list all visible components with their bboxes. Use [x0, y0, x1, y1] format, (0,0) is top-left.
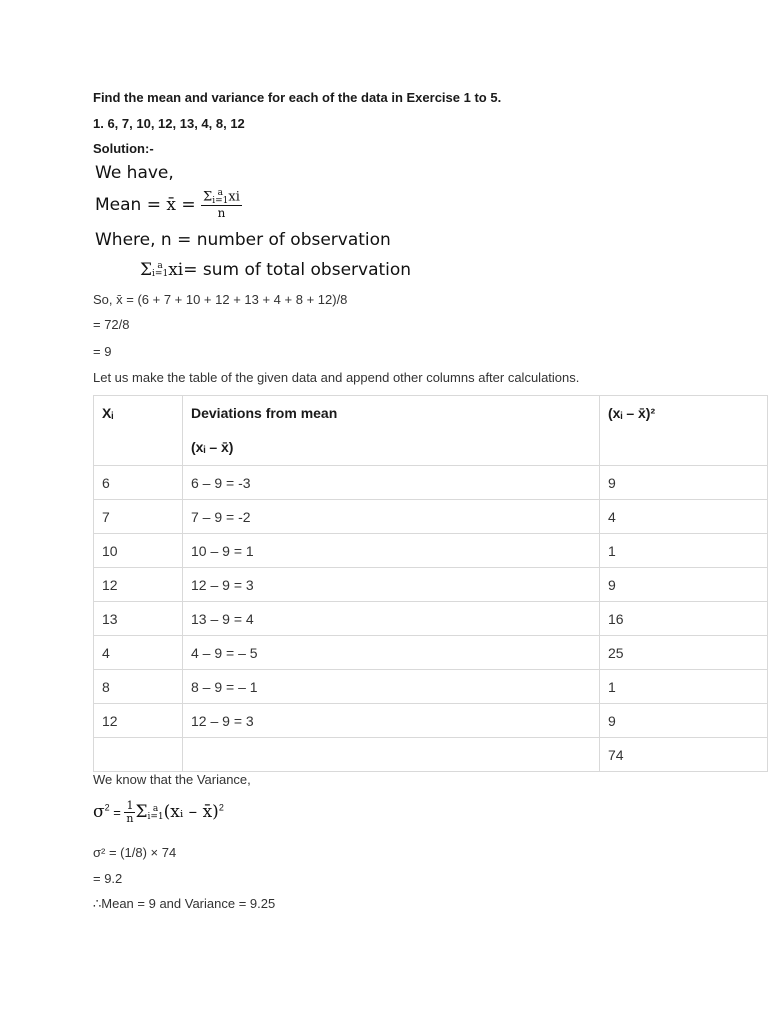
table-row	[94, 568, 768, 602]
table-row	[94, 670, 768, 704]
cell-deviation: 12 – 9 = 3	[183, 568, 600, 602]
question-text: 1. 6, 7, 10, 12, 13, 4, 8, 12	[93, 116, 245, 131]
cell-x: 7	[94, 500, 183, 534]
cell-x: 6	[94, 466, 183, 500]
exercise-heading: Find the mean and variance for each of the data in Exercise 1 to 5.	[93, 90, 502, 105]
variance-frac-num: 1	[126, 799, 134, 812]
cell-total: 74	[600, 738, 768, 772]
variance-sum-symbol: Σ	[135, 801, 148, 822]
cell-squared: 9	[600, 466, 768, 500]
variance-eq: =	[109, 804, 125, 820]
variance-fraction	[124, 800, 135, 825]
variance-formula	[93, 800, 224, 825]
header-deviation	[183, 396, 600, 466]
table-row	[94, 466, 768, 500]
variance-intro: We know that the Variance,	[93, 772, 251, 787]
sigma-exp: 2	[104, 802, 110, 813]
sum-symbol-2: Σ	[140, 260, 153, 280]
solution-label: Solution:-	[93, 141, 154, 156]
variance-line-1: σ² = (1/8) × 74	[93, 845, 177, 860]
mean-equals: =	[181, 195, 196, 215]
mean-xbar: x̄	[166, 195, 176, 215]
header-xi: Xᵢ	[94, 396, 183, 466]
sum-total-line	[140, 260, 411, 280]
where-line: Where, n = number of observation	[95, 230, 391, 250]
table-intro: Let us make the table of the given data and append other columns after calculations.	[93, 370, 580, 385]
sum-xi: xi	[168, 260, 184, 280]
variance-line-2: = 9.2	[93, 871, 123, 886]
cell-squared: 1	[600, 670, 768, 704]
calc-line-1: So, x̄ = (6 + 7 + 10 + 12 + 13 + 4 + 8 + 12)/8	[93, 292, 348, 307]
sum-symbol: Σ	[203, 189, 213, 205]
mean-denominator: n	[217, 206, 226, 220]
header-deviation-line2: (xᵢ – x̄)	[191, 439, 234, 455]
conclusion: ∴Mean = 9 and Variance = 9.25	[93, 896, 276, 911]
table-row	[94, 636, 768, 670]
table-row	[94, 704, 768, 738]
mean-fraction	[201, 189, 242, 221]
cell-x: 4	[94, 636, 183, 670]
cell-squared: 9	[600, 704, 768, 738]
table-row	[94, 534, 768, 568]
cell-x: 13	[94, 602, 183, 636]
cell-deviation: 4 – 9 = – 5	[183, 636, 600, 670]
cell-squared: 1	[600, 534, 768, 568]
deviation-table	[93, 395, 768, 772]
header-squared: (xᵢ – x̄)²	[600, 396, 768, 466]
cell-x: 12	[94, 704, 183, 738]
mean-formula	[95, 189, 242, 221]
cell-empty	[183, 738, 600, 772]
cell-x: 12	[94, 568, 183, 602]
cell-squared: 9	[600, 568, 768, 602]
variance-frac-den: n	[126, 812, 134, 825]
cell-squared: 25	[600, 636, 768, 670]
sum-lower-2: i=1	[152, 269, 169, 279]
table-row	[94, 602, 768, 636]
cell-deviation: 13 – 9 = 4	[183, 602, 600, 636]
variance-sum-lower: i=1	[147, 811, 164, 822]
sigma: σ	[93, 801, 105, 822]
we-have-text: We have,	[95, 163, 174, 183]
sum-upper: a	[217, 188, 223, 198]
cell-deviation: 12 – 9 = 3	[183, 704, 600, 738]
cell-deviation: 8 – 9 = – 1	[183, 670, 600, 704]
cell-deviation: 10 – 9 = 1	[183, 534, 600, 568]
variance-term: (xᵢ – x̄)	[163, 801, 219, 822]
cell-deviation: 7 – 9 = -2	[183, 500, 600, 534]
cell-x: 10	[94, 534, 183, 568]
cell-deviation: 6 – 9 = -3	[183, 466, 600, 500]
table-header-row	[94, 396, 768, 466]
variance-sum-upper: a	[152, 803, 159, 814]
cell-squared: 16	[600, 602, 768, 636]
variance-term-exp: 2	[218, 802, 224, 813]
calc-line-3: = 9	[93, 344, 112, 359]
cell-squared: 4	[600, 500, 768, 534]
cell-empty	[94, 738, 183, 772]
sum-upper-2: a	[157, 261, 163, 271]
header-deviation-line1: Deviations from mean	[191, 405, 338, 421]
sum-term: xi	[228, 189, 240, 205]
table-row	[94, 500, 768, 534]
table-total-row	[94, 738, 768, 772]
sum-total-text: = sum of total observation	[183, 260, 412, 280]
mean-prefix: Mean =	[95, 195, 167, 215]
mean-numerator	[201, 189, 242, 206]
cell-x: 8	[94, 670, 183, 704]
sum-lower: i=1	[212, 196, 229, 206]
calc-line-2: = 72/8	[93, 317, 130, 332]
